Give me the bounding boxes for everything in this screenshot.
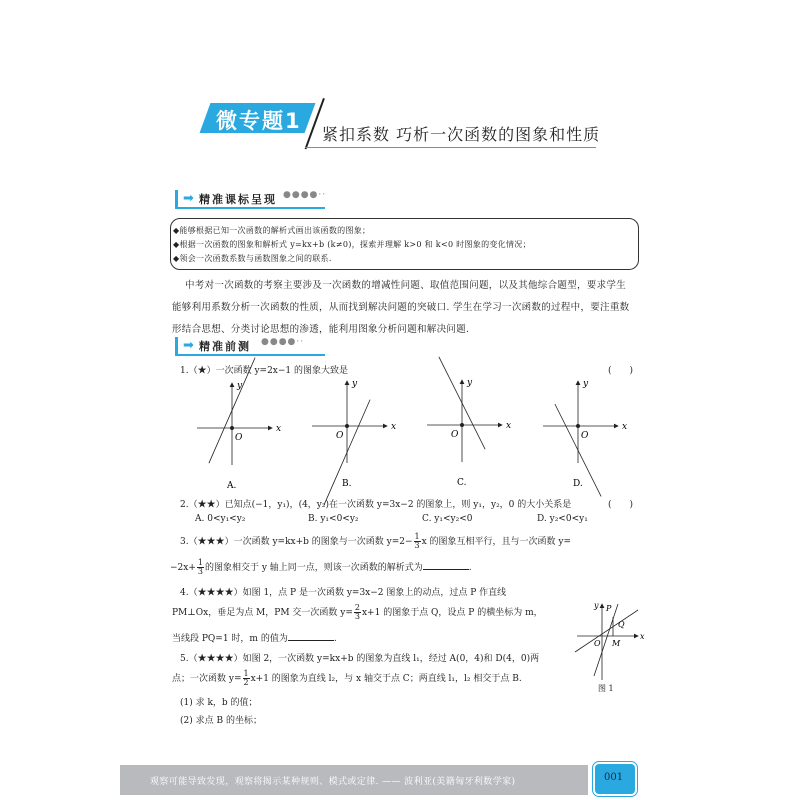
x-axis-label: x [506,421,512,431]
standard-item: ◆根据一次函数的图象和解析式 y=kx+b (k≠0)，探索并理解 k>0 和 k<0 时图象的变化情况； [173,240,531,249]
svg-text:P: P [606,604,612,613]
svg-text:Q: Q [618,620,625,629]
line-q [575,610,638,652]
dots-decoration: ●●●●·· [261,337,305,347]
question-5-sub2: (2) 求点 B 的坐标； [180,716,262,726]
question-3-line1: 3.（★★★）一次函数 y=kx+b 的图象与一次函数 y=2− $\frac{1}{3}$ x 的图象互相平行，且与一次函数 y= [180,532,572,550]
x-axis-label: x [276,424,282,434]
question-5-line1: 5.（★★★★）如图 2，一次函数 y=kx+b 的图象为直线 l₁，经过 A(0，4)和 D(4，0)两 [180,654,540,664]
question-3-line2: −2x+ $\frac{1}{3}$ 的图象相交于 y 轴上同一点，则该一次函数的解析式为 . [170,558,472,576]
answer-blank [423,560,469,570]
intro-line: 能够利用系数分析一次函数的性质，从而找到解决问题的突破口. 学生在学习一次函数的过程中，要注重数 [172,302,630,313]
answer-paren: ( ) [608,500,634,510]
origin-label: O [451,430,459,440]
y-axis-label: y [467,378,473,388]
standard-item: ◆能够根据已知一次函数的解析式画出该函数的图象； [173,226,371,235]
origin-point [230,426,234,430]
option-a: A. 0<y₁<y₂ [195,514,246,524]
svg-text:x: x [640,632,645,641]
svg-text:y: y [594,601,599,610]
question-5-line2: 点；一次函数 y= $\frac{1}{2}$ x+1 的图象为直线 l₂，与 x 轴交于点 C；两直线 l₁，l₂ 相交于点 B. [172,669,522,687]
dots-decoration: ●●●●·· [283,190,327,200]
origin-point [460,423,464,427]
figure-1 [572,596,648,682]
question-1: 1.（★）一次函数 y=2x−1 的图象大致是 [180,366,349,376]
answer-blank [288,631,334,641]
intro-line: 中考对一次函数的考察主要涉及一次函数的增减性问题、取值范围问题，以及其他综合题型，要求学生 [185,280,627,291]
arrow-icon: ➡ [183,191,194,206]
question-4-line3: 当线段 PQ=1 时，m 的值为 . [172,631,337,644]
origin-label: O [235,433,243,443]
origin-point [345,424,349,428]
x-axis-label: x [391,422,397,432]
option-d: D. y₂<0<y₁ [537,514,588,524]
question-5-sub1: (1) 求 k，b 的值； [180,698,258,708]
option-label-a: A. [227,481,237,491]
option-label-c: C. [457,478,467,488]
standards-box [170,218,639,270]
origin-label: O [336,431,344,441]
arrow-icon: ➡ [183,338,194,353]
y-axis-label: y [237,381,243,391]
page-number: 001 [604,772,624,783]
fraction: $\frac{1}{3}$ [414,532,420,550]
section-label: 精准前测 [199,340,251,353]
standard-item: ◆领会一次函数系数与函数图象之间的联系. [173,254,332,263]
title-underline [305,147,596,148]
figure-1-caption: 图 1 [598,684,614,693]
page-title: 紧扣系数 巧析一次函数的图象和性质 [322,125,601,144]
footer-quote: 观察可能导致发现，观察将揭示某种规则、模式或定律. —— 波利亚(美籍匈牙利数学家) [150,777,516,787]
svg-text:M: M [612,639,621,648]
svg-text:O: O [594,639,601,648]
y-axis-label: y [583,379,589,389]
option-label-d: D. [573,479,583,489]
option-c: C. y₁<y₂<0 [422,514,473,524]
x-axis-label: x [622,422,628,432]
question-4-line2: PM⊥Ox，垂足为点 M，PM 交一次函数 y= $\frac{2}{3}$ x+1 的图象于点 Q，设点 P 的横坐标为 m， [172,603,543,621]
section-label: 精准课标呈现 [199,193,277,206]
intro-line: 形结合思想、分类讨论思想的渗透，能利用图象分析问题和解决问题. [172,324,470,335]
answer-paren: ( ) [608,366,634,376]
fraction: $\frac{2}{3}$ [354,603,360,621]
question-2: 2.（★★）已知点(−1，y₁)，(4，y₂)在一次函数 y=3x−2 的图象上，则 y₁，y₂，0 的大小关系是 [180,500,572,510]
fraction: $\frac{1}{3}$ [197,558,203,576]
y-axis-label: y [352,379,358,389]
q1-graphs [180,378,628,492]
option-b: B. y₁<0<y₂ [308,514,359,524]
origin-label: O [581,431,589,441]
option-label-b: B. [342,479,352,489]
topic-badge: 微专题1 [216,109,302,133]
origin-point [576,424,580,428]
question-4-line1: 4.（★★★★）如图 1，点 P 是一次函数 y=3x−2 图象上的动点，过点 P 作直线 [180,588,507,598]
fraction: $\frac{1}{2}$ [243,669,249,687]
